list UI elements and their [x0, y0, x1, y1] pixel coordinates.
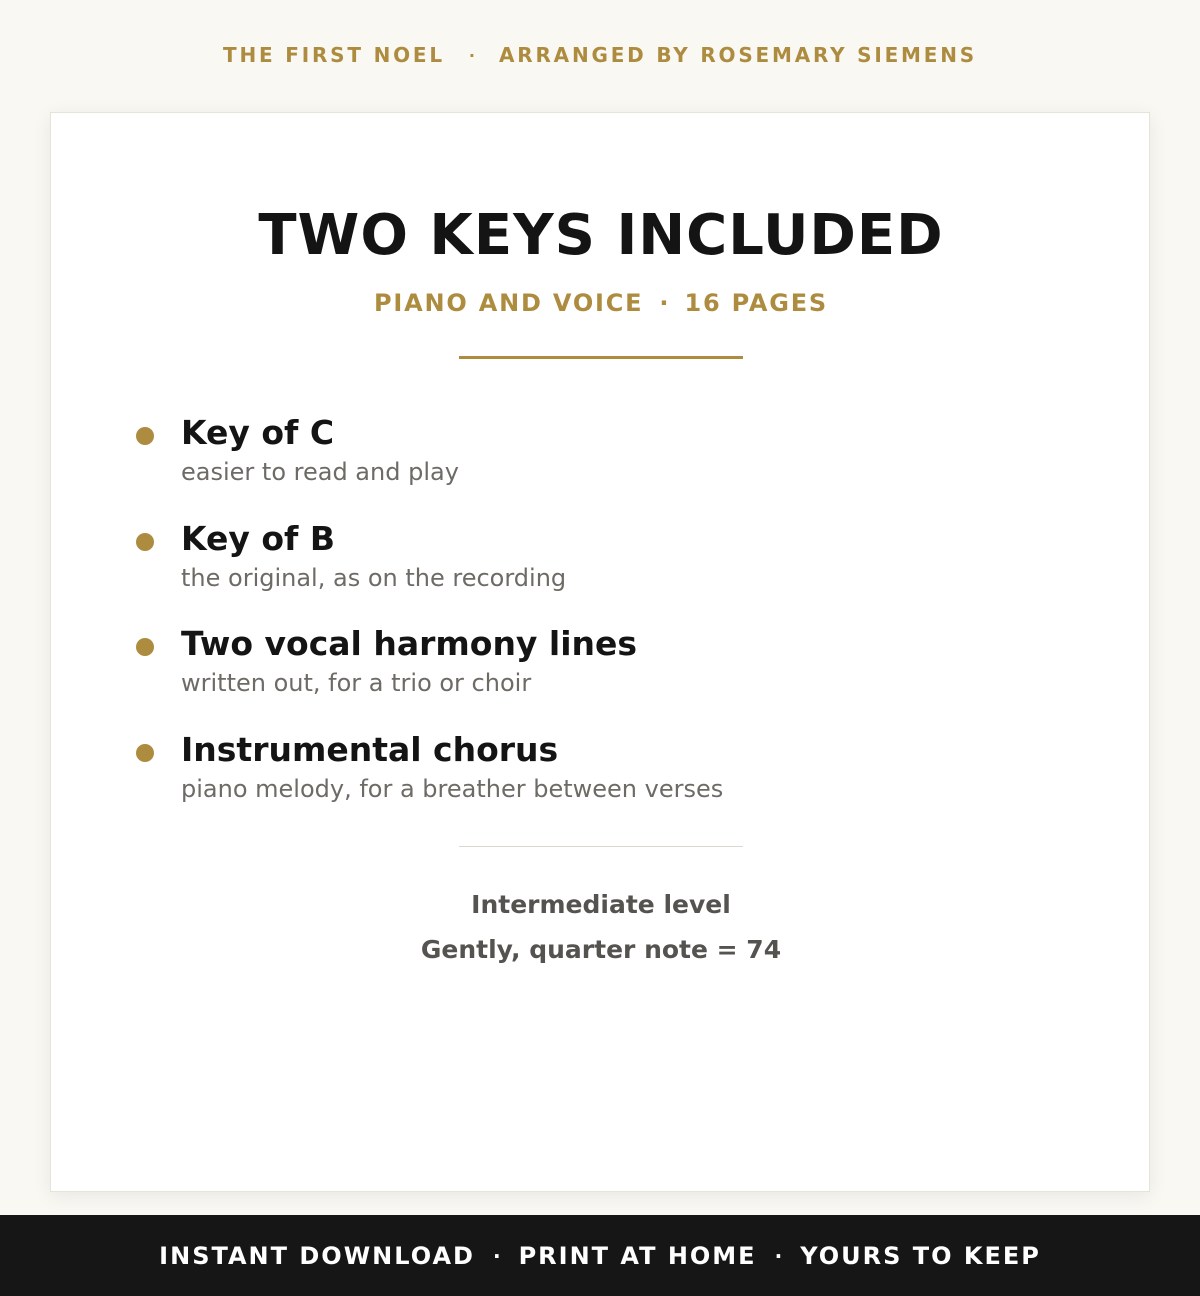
feature-item-instrumental-chorus — [136, 728, 1086, 834]
bullet-dot-icon — [136, 427, 154, 445]
footer-bar — [0, 1215, 1200, 1296]
difficulty-level: Intermediate level — [471, 890, 731, 919]
bullet-dot-icon — [136, 744, 154, 762]
card-subtitle — [51, 288, 1151, 318]
tempo-marking: Gently, quarter note = 74 — [420, 935, 782, 964]
footer-item-print-at-home: PRINT AT HOME — [518, 1241, 757, 1270]
instrumentation: PIANO AND VOICE — [374, 289, 644, 317]
feature-title: Key of B — [181, 518, 336, 558]
song-title: THE FIRST NOEL — [223, 43, 445, 67]
feature-description: easier to read and play — [181, 458, 459, 486]
bullet-dot-icon — [136, 638, 154, 656]
card-title: TWO KEYS INCLUDED — [258, 203, 944, 268]
feature-item-key-c — [136, 411, 1086, 517]
subtitle-separator: · — [659, 289, 669, 317]
feature-item-harmony-lines — [136, 622, 1086, 728]
footer-item-yours-to-keep: YOURS TO KEEP — [800, 1241, 1041, 1270]
feature-list — [136, 411, 1086, 833]
bullet-dot-icon — [136, 533, 154, 551]
feature-title: Instrumental chorus — [181, 729, 559, 769]
thin-divider — [459, 846, 743, 847]
arranger-credit: ARRANGED BY ROSEMARY SIEMENS — [499, 43, 977, 67]
footer-separator: · — [492, 1243, 501, 1268]
gold-divider — [459, 356, 743, 359]
feature-title: Key of C — [181, 413, 335, 452]
feature-description: written out, for a trio or choir — [181, 669, 532, 697]
page-count: 16 PAGES — [684, 289, 828, 317]
header-line — [0, 0, 1200, 112]
feature-description: the original, as on the recording — [181, 563, 567, 592]
feature-description: piano melody, for a breather between verses — [181, 774, 724, 803]
footer-item-instant-download: INSTANT DOWNLOAD — [159, 1241, 475, 1270]
info-card — [50, 112, 1150, 1192]
footer-separator: · — [774, 1243, 783, 1268]
header-separator: · — [468, 45, 475, 65]
feature-title: Two vocal harmony lines — [181, 624, 638, 663]
feature-item-key-b — [136, 517, 1086, 623]
